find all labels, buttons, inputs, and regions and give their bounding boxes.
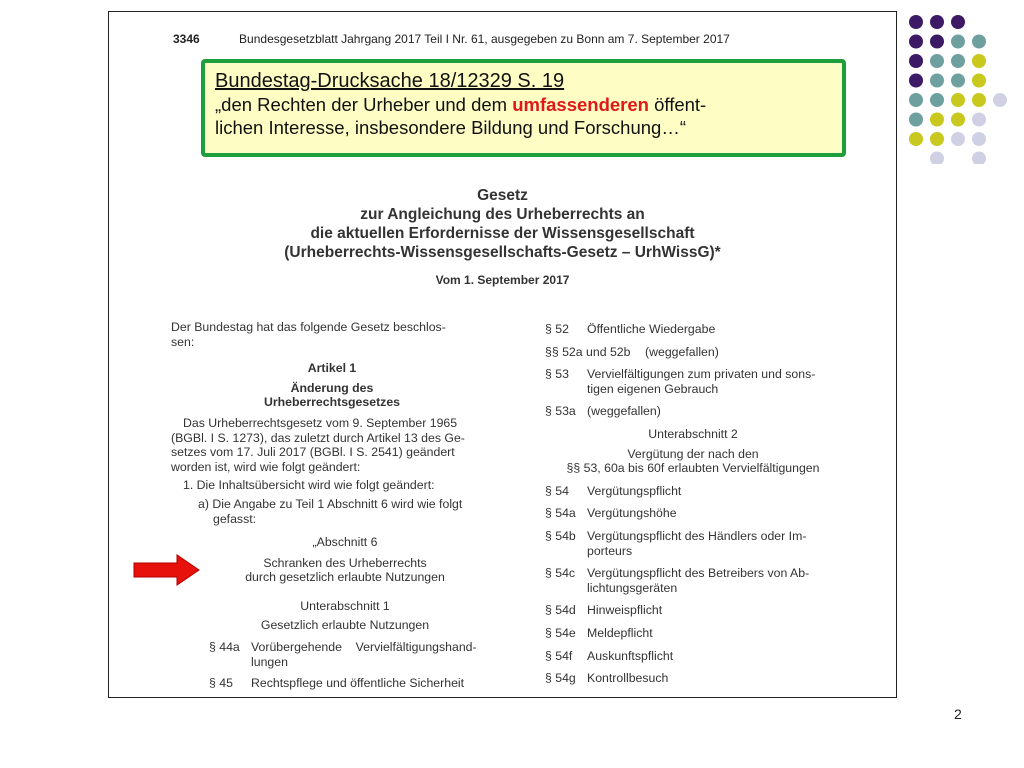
- law-title-line: Gesetz: [477, 187, 528, 204]
- section-heading: Schranken des Urheberrechts: [263, 555, 427, 570]
- decorative-dot: [909, 132, 923, 146]
- callout-line-1: [215, 93, 832, 116]
- section-heading: „Abschnitt 6: [312, 535, 378, 550]
- toc-entry: [545, 603, 841, 618]
- page-header: [173, 32, 730, 46]
- decorative-dot: [930, 152, 944, 165]
- section-number: § 53: [545, 367, 569, 382]
- list-item: 1. Die Inhaltsübersicht wird wie folgt geändert:: [183, 478, 435, 493]
- section-title: Vergütungshöhe: [587, 506, 677, 521]
- section-title-line: Vorübergehende Vervielfältigungshand-: [251, 640, 477, 655]
- decorative-dot: [972, 74, 986, 88]
- decorative-dot: [930, 15, 944, 29]
- subsection-heading: Gesetzlich erlaubte Nutzungen: [260, 617, 430, 632]
- callout-text: „den Rechten der Urheber und dem: [215, 94, 513, 115]
- decorative-dot: [951, 54, 965, 68]
- toc-entry: [545, 529, 841, 558]
- toc-entry: [545, 345, 841, 360]
- section-title: Rechtspflege und öffentliche Sicherheit: [251, 676, 465, 691]
- section-title-line: porteurs: [587, 543, 633, 558]
- section-title: (weggefallen): [587, 404, 661, 419]
- subsection-heading: Unterabschnitt 1: [300, 598, 390, 613]
- section-title-line: Vervielfältigungen zum privaten und sons-: [587, 367, 816, 382]
- paragraph-line: (BGBl. I S. 1273), das zuletzt durch Artikel 13 des Ge-: [171, 430, 465, 445]
- law-title-line: zur Angleichung des Urheberrechts an: [360, 206, 645, 223]
- red-arrow-icon: [133, 554, 201, 586]
- section-title: [251, 640, 493, 669]
- section-title: [587, 529, 841, 558]
- toc-entry: [171, 676, 493, 691]
- section-number: § 54c: [545, 566, 576, 581]
- subsection-heading: §§ 53, 60a bis 60f erlaubten Vervielfältigungen: [566, 461, 820, 476]
- decorative-dot: [951, 74, 965, 88]
- toc-entry: [545, 626, 841, 641]
- toc-entry: [545, 322, 841, 337]
- decorative-dots: [908, 14, 1018, 164]
- decorative-dot: [909, 113, 923, 127]
- callout-text: öffent-: [648, 94, 707, 115]
- amendment-heading: Änderung des: [290, 380, 374, 395]
- decorative-dot: [993, 93, 1007, 107]
- decorative-dot: [909, 93, 923, 107]
- section-number: §§ 52a und 52b: [545, 344, 631, 359]
- decorative-dot: [951, 93, 965, 107]
- decorative-dot: [972, 152, 986, 165]
- decorative-dot: [972, 54, 986, 68]
- toc-entry: [545, 404, 841, 419]
- decorative-dot: [951, 15, 965, 29]
- decorative-dot: [909, 54, 923, 68]
- section-title: Kontrollbesuch: [587, 671, 669, 686]
- toc-entry: [545, 566, 841, 595]
- section-number: § 44a: [209, 640, 240, 655]
- section-title-line: Vergütungspflicht des Händlers oder Im-: [587, 528, 807, 543]
- decorative-dot: [909, 15, 923, 29]
- decorative-dot: [951, 113, 965, 127]
- gazette-header: Bundesgesetzblatt Jahrgang 2017 Teil I Nr. 61, ausgegeben zu Bonn am 7. September 2017: [239, 32, 730, 46]
- quote-callout: [201, 59, 846, 157]
- section-title: Hinweispflicht: [587, 603, 663, 618]
- callout-title: Bundestag-Drucksache 18/12329 S. 19: [215, 70, 565, 92]
- section-title-line: lichtungsgeräten: [587, 580, 678, 595]
- decorative-dot: [930, 35, 944, 49]
- sub-list-item: gefasst:: [213, 511, 257, 526]
- amendment-heading: Urheberrechtsgesetzes: [263, 395, 400, 410]
- decorative-dot: [972, 35, 986, 49]
- slide-number: 2: [954, 706, 962, 722]
- decorative-dot: [930, 113, 944, 127]
- decorative-dot: [909, 74, 923, 88]
- section-title: Öffentliche Wiedergabe: [587, 322, 716, 336]
- artikel-heading: Artikel 1: [307, 361, 357, 376]
- section-title-line: lungen: [251, 654, 288, 669]
- decorative-dot: [972, 113, 986, 127]
- paragraph-line: worden ist, wird wie folgt geändert:: [171, 459, 361, 474]
- sub-list-item: a) Die Angabe zu Teil 1 Abschnitt 6 wird wie folgt: [198, 496, 463, 511]
- document-page: [108, 11, 897, 698]
- decorative-dot: [930, 54, 944, 68]
- decorative-dot: [972, 93, 986, 107]
- law-title: [109, 186, 896, 262]
- decorative-dot: [951, 35, 965, 49]
- law-date: Vom 1. September 2017: [435, 273, 570, 287]
- law-title-line: (Urheberrechts-Wissensgesellschafts-Gesetz – UrhWissG)*: [284, 244, 721, 261]
- intro-text: Der Bundestag hat das folgende Gesetz beschlos-: [171, 320, 446, 334]
- decorative-dot: [972, 132, 986, 146]
- section-title: [587, 367, 841, 396]
- subsection-heading: Unterabschnitt 2: [648, 426, 738, 441]
- section-number: § 45: [209, 676, 233, 691]
- section-title: Vergütungspflicht: [587, 483, 682, 498]
- section-number: § 54d: [545, 603, 576, 618]
- toc-entry: [545, 367, 841, 396]
- section-number: § 54b: [545, 528, 576, 543]
- section-title-line: tigen eigenen Gebrauch: [587, 381, 719, 396]
- section-number: § 54e: [545, 625, 576, 640]
- section-title: (weggefallen): [645, 344, 719, 359]
- subsection-heading: Vergütung der nach den: [627, 446, 759, 461]
- page-number-header: 3346: [173, 32, 200, 46]
- callout-highlight: umfassenderen: [512, 94, 649, 115]
- section-number: § 54a: [545, 506, 576, 521]
- section-title: [587, 566, 841, 595]
- section-title-line: Vergütungspflicht des Betreibers von Ab-: [587, 566, 810, 581]
- paragraph-line: setzes vom 17. Juli 2017 (BGBl. I S. 2541) geändert: [171, 445, 455, 460]
- decorative-dot: [930, 132, 944, 146]
- section-title: Meldepflicht: [587, 625, 653, 640]
- right-column: [545, 322, 841, 686]
- intro-text: sen:: [171, 334, 195, 349]
- decorative-dot: [909, 35, 923, 49]
- left-column: [171, 320, 493, 691]
- paragraph-line: Das Urheberrechtsgesetz vom 9. September 1965: [183, 415, 458, 430]
- section-title: Auskunftspflicht: [587, 648, 674, 663]
- toc-entry: [545, 671, 841, 686]
- section-number: § 52: [545, 322, 569, 336]
- section-heading: durch gesetzlich erlaubte Nutzungen: [245, 570, 445, 585]
- toc-entry: [171, 640, 493, 669]
- law-title-line: die aktuellen Erfordernisse der Wissensgesellschaft: [310, 225, 695, 242]
- section-number: § 54: [545, 483, 569, 498]
- toc-entry: [545, 649, 841, 664]
- decorative-dot: [951, 132, 965, 146]
- callout-line-2: lichen Interesse, insbesondere Bildung und Forschung…“: [215, 117, 687, 138]
- decorative-dot: [930, 74, 944, 88]
- section-number: § 53a: [545, 404, 576, 419]
- section-number: § 54f: [545, 648, 573, 663]
- toc-entry: [545, 506, 841, 521]
- section-number: § 54g: [545, 671, 576, 686]
- decorative-dot: [930, 93, 944, 107]
- toc-entry: [545, 484, 841, 499]
